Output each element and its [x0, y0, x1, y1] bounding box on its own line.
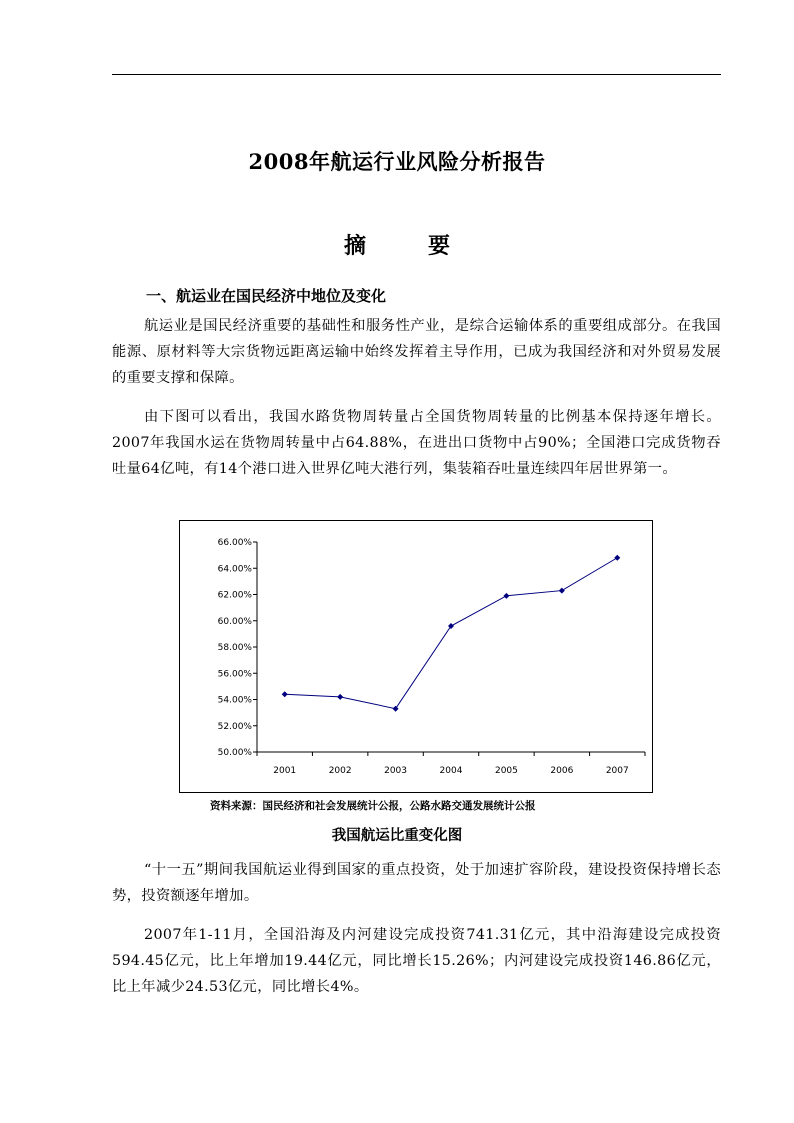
x-tick-label: 2005 [494, 766, 518, 776]
data-point [282, 691, 288, 697]
data-point [614, 555, 620, 561]
y-tick-label: 50.00% [217, 748, 252, 758]
x-tick-label: 2004 [439, 766, 463, 776]
x-tick-label: 2001 [273, 766, 297, 776]
header-rule [112, 74, 721, 75]
abstract-heading: 摘 要 [343, 233, 470, 259]
chart-container [179, 520, 653, 793]
paragraph-2: 由下图可以看出，我国水路货物周转量占全国货物周转量的比例基本保持逐年增长。2007年我国水运在货物周转量中占64.88%，在进出口货物中占90%；全国港口完成货物吞吐量64亿吨，有14个港口进入世界亿吨大港行列，集装箱吞吐量连续四年居世界第一。 [112, 409, 721, 477]
data-point [393, 706, 399, 712]
x-tick-label: 2007 [605, 766, 629, 776]
y-tick-label: 62.00% [217, 590, 252, 601]
document-title: 2008年航运行业风险分析报告 [248, 149, 546, 174]
data-point [448, 623, 454, 629]
data-point [559, 588, 565, 594]
section-heading: 一、航运业在国民经济中地位及变化 [146, 287, 387, 305]
y-tick-label: 58.00% [217, 643, 252, 653]
y-tick-label: 52.00% [217, 721, 252, 732]
y-tick-label: 64.00% [217, 564, 252, 575]
series-line [285, 558, 618, 709]
y-tick-label: 56.00% [217, 669, 252, 680]
paragraph-3: “十一五”期间我国航运业得到国家的重点投资，处于加速扩容阶段，建设投资保持增长态势，投资额逐年增加。 [112, 862, 721, 904]
line-chart [180, 521, 652, 792]
y-tick-label: 66.00% [217, 538, 252, 548]
x-tick-label: 2006 [550, 766, 574, 776]
paragraph-1: 航运业是国民经济重要的基础性和服务性产业，是综合运输体系的重要组成部分。在我国能源、原材料等大宗货物远距离运输中始终发挥着主导作用，已成为我国经济和对外贸易发展的重要支撑和保障。 [112, 318, 721, 386]
source-note: 资料来源：国民经济和社会发展统计公报，公路水路交通发展统计公报 [210, 800, 536, 812]
x-tick-label: 2003 [384, 766, 408, 776]
y-tick-label: 60.00% [217, 616, 252, 627]
y-tick-label: 54.00% [217, 695, 252, 706]
paragraph-4: 2007年1-11月，全国沿海及内河建设完成投资741.31亿元，其中沿海建设完成投资594.45亿元，比上年增加19.44亿元，同比增长15.26%；内河建设完成投资146.86亿元，比上年减少24.53亿元，同比增长4%。 [112, 927, 721, 995]
chart-caption: 我国航运比重变化图 [331, 827, 463, 844]
data-point [503, 593, 509, 599]
x-tick-label: 2002 [328, 766, 352, 776]
data-point [337, 694, 343, 700]
